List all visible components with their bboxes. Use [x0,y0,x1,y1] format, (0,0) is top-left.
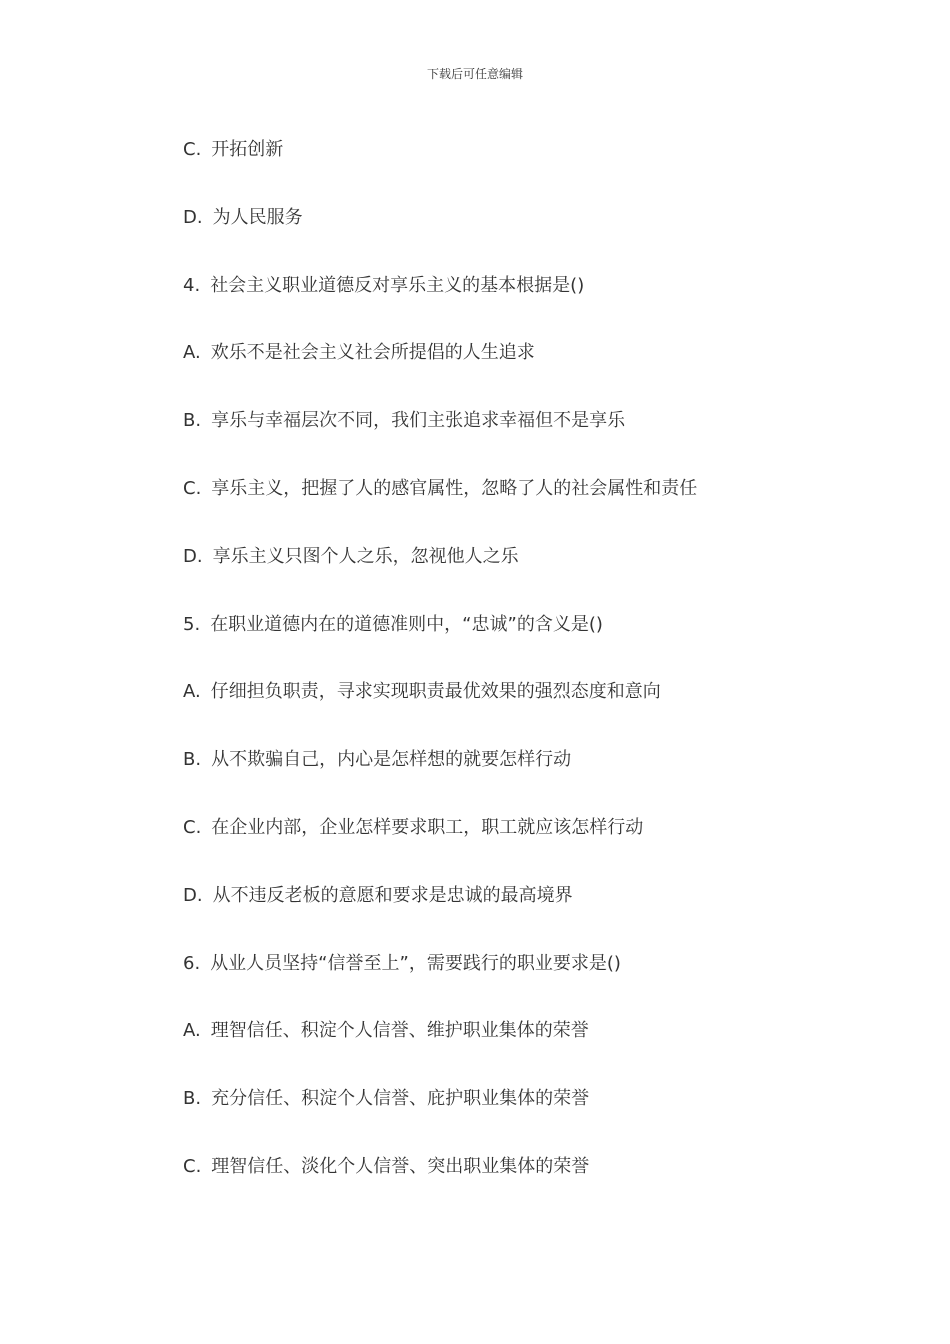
question-line [183,950,883,1018]
option-line [183,882,883,950]
item-text: 从业人员坚持“信誉至上”，需要践行的职业要求是() [210,952,621,974]
item-text: 仔细担负职责，寻求实现职责最优效果的强烈态度和意向 [210,681,661,703]
item-text: 欢乐不是社会主义社会所提倡的人生追求 [210,342,535,364]
option-line [183,678,883,746]
option-line [183,407,883,475]
option-line [183,1085,883,1153]
item-text: 开拓创新 [211,139,284,160]
option-line [183,1153,883,1221]
item-label: A. [183,342,201,364]
item-text: 理智信任、淡化个人信誉、突出职业集体的荣誉 [211,1155,590,1177]
item-text: 充分信任、积淀个人信誉、庇护职业集体的荣誉 [211,1088,590,1110]
option-line [183,475,883,543]
item-text: 社会主义职业道德反对享乐主义的基本根据是() [210,274,585,296]
item-text: 理智信任、积淀个人信誉、维护职业集体的荣誉 [210,1020,589,1042]
option-line [183,746,883,814]
question-line [183,611,883,679]
header-note: 下载后可任意编辑 [426,67,523,81]
item-label: A. [183,1020,201,1042]
item-text: 从不违反老板的意愿和要求是忠诚的最高境界 [212,884,573,906]
option-line [183,1017,883,1085]
item-text: 在职业道德内在的道德准则中，“忠诚”的含义是() [210,613,603,635]
item-label: B. [183,410,202,432]
item-label: C. [183,139,202,160]
item-label: B. [183,749,202,771]
item-label: D. [183,884,203,906]
item-text: 为人民服务 [212,206,303,228]
question-line [183,272,883,340]
item-label: 4. [183,274,201,296]
question-list [183,136,883,1221]
item-text: 享乐与幸福层次不同，我们主张追求幸福但不是享乐 [211,410,626,432]
option-line [183,814,883,882]
item-text: 在企业内部，企业怎样要求职工，职工就应该怎样行动 [211,816,644,838]
option-line [183,543,883,611]
item-text: 享乐主义，把握了人的感官属性，忽略了人的社会属性和责任 [211,477,698,499]
item-label: C. [183,816,202,838]
item-label: A. [183,681,201,703]
item-label: D. [183,545,203,567]
item-label: 5. [183,613,201,635]
item-label: B. [183,1088,202,1110]
item-text: 享乐主义只图个人之乐，忽视他人之乐 [212,545,519,567]
item-label: C. [183,1155,202,1177]
option-line [183,136,883,204]
item-label: D. [183,206,203,228]
item-label: 6. [183,952,201,974]
item-text: 从不欺骗自己，内心是怎样想的就要怎样行动 [211,749,572,771]
option-line [183,204,883,272]
item-label: C. [183,477,202,499]
option-line [183,339,883,407]
